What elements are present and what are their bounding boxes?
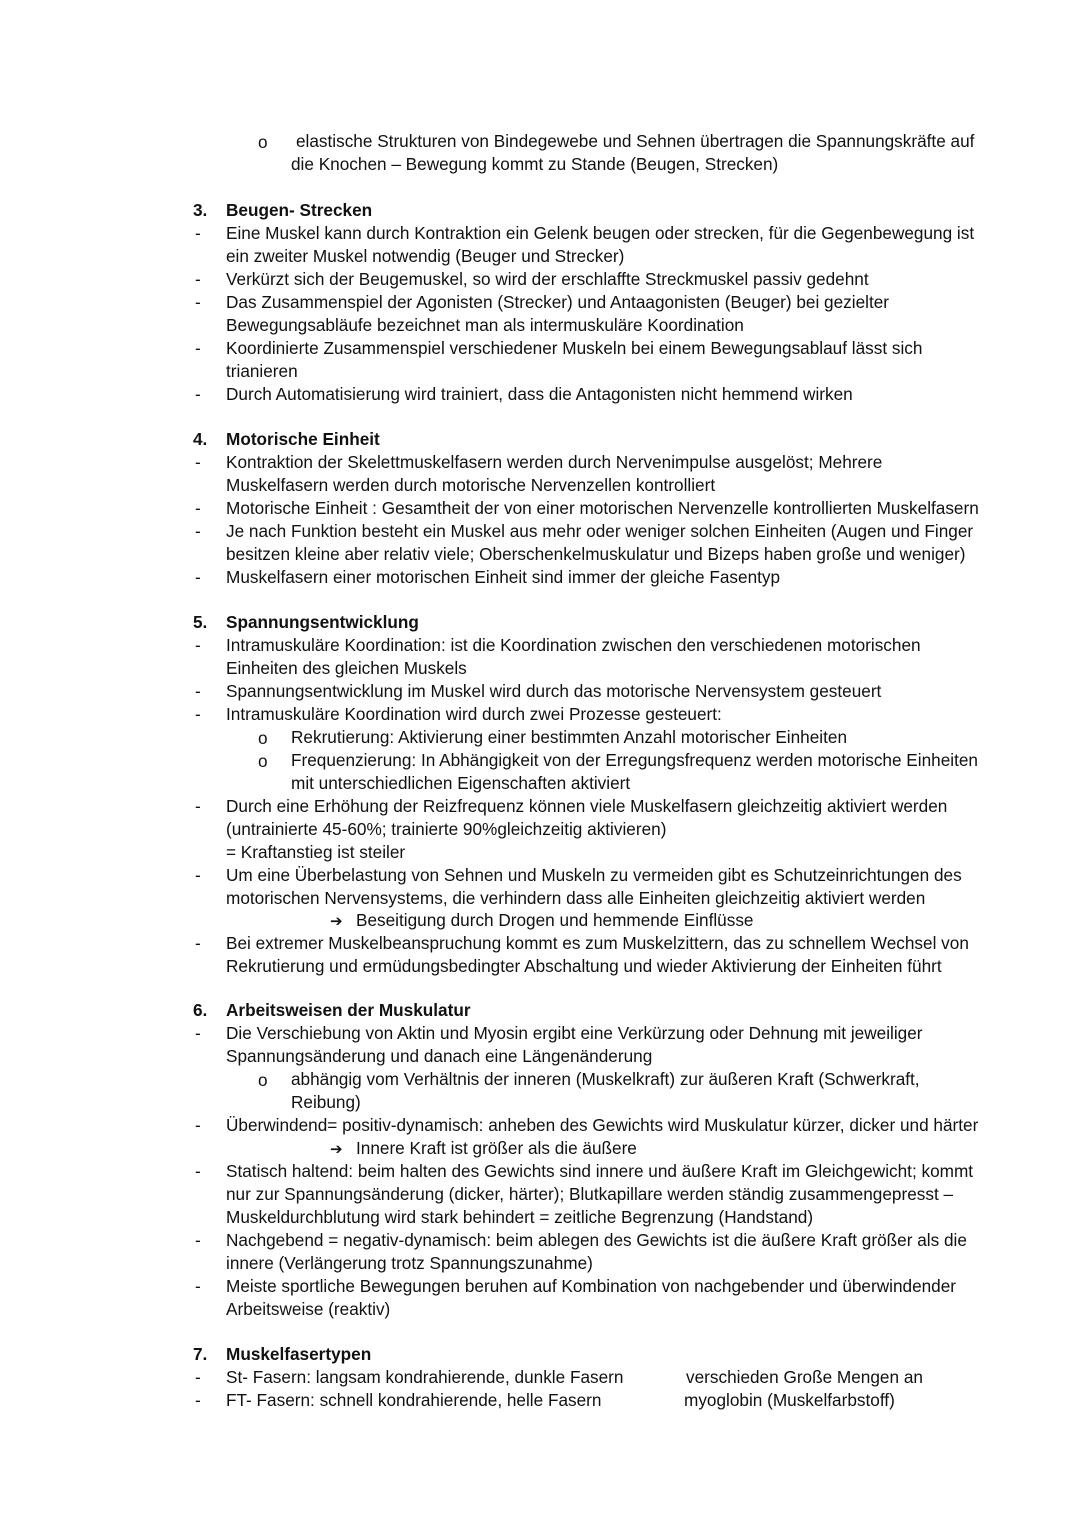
section-number: 6. (193, 1000, 208, 1020)
section-number: 3. (193, 200, 208, 220)
text-line: Je nach Funktion besteht ein Muskel aus mehr oder weniger solchen Einheiten (Augen und Finger (226, 521, 974, 541)
section-number: 7. (193, 1344, 208, 1364)
arrow-icon: ➔ (330, 913, 343, 930)
text-line: Rekrutierung und ermüdungsbedingter Abschaltung und wieder Aktivierung der Einheiten führt (226, 956, 942, 976)
text-line: Intramuskuläre Koordination wird durch zwei Prozesse gesteuert: (226, 704, 722, 724)
dash-bullet: - (195, 796, 201, 816)
text-line: die Knochen – Bewegung kommt zu Stande (Beugen, Strecken) (291, 154, 779, 174)
dash-bullet: - (195, 865, 201, 885)
dash-bullet: - (195, 635, 201, 655)
text-line: Eine Muskel kann durch Kontraktion ein Gelenk beugen oder strecken, für die Gegenbewegung ist (226, 223, 975, 243)
circle-bullet: o (258, 1070, 268, 1090)
text-line: Arbeitsweise (reaktiv) (226, 1299, 391, 1319)
dash-bullet: - (195, 1023, 201, 1043)
text-line: Frequenzierung: In Abhängigkeit von der Erregungsfrequenz werden motorische Einheiten (291, 750, 978, 770)
text-line: (untrainierte 45-60%; trainierte 90%gleichzeitig aktivieren) (226, 819, 667, 839)
section-number: 5. (193, 612, 208, 632)
dash-bullet: - (195, 498, 201, 518)
dash-bullet: - (195, 1390, 201, 1410)
text-line: Intramuskuläre Koordination: ist die Koordination zwischen den verschiedenen motorischen (226, 635, 921, 655)
text-line: Beseitigung durch Drogen und hemmende Einflüsse (356, 910, 754, 930)
dash-bullet: - (195, 292, 201, 312)
text-line: Spannungsänderung und danach eine Längenänderung (226, 1046, 653, 1066)
text-line: Überwindend= positiv-dynamisch: anheben des Gewichts wird Muskulatur kürzer, dicker und härter (226, 1115, 979, 1135)
dash-bullet: - (195, 521, 201, 541)
section-title: Arbeitsweisen der Muskulatur (226, 1000, 471, 1020)
section-title: Spannungsentwicklung (226, 612, 419, 632)
dash-bullet: - (195, 223, 201, 243)
dash-bullet: - (195, 1367, 201, 1387)
text-line: myoglobin (Muskelfarbstoff) (684, 1390, 895, 1410)
text-line: Spannungsentwicklung im Muskel wird durch das motorische Nervensystem gesteuert (226, 681, 882, 701)
text-line: FT- Fasern: schnell kondrahierende, helle Fasern (226, 1390, 602, 1410)
circle-bullet: o (258, 751, 268, 771)
text-line: Statisch haltend: beim halten des Gewichts sind innere und äußere Kraft im Gleichgewicht; kommt (226, 1161, 974, 1181)
text-line: trianieren (226, 361, 298, 381)
text-line: ein zweiter Muskel notwendig (Beuger und Strecker) (226, 246, 625, 266)
text-line: Muskeldurchblutung wird stark behindert = zeitliche Begrenzung (Handstand) (226, 1207, 814, 1227)
text-line: Koordinierte Zusammenspiel verschiedener Muskeln bei einem Bewegungsablauf lässt sich (226, 338, 923, 358)
text-line: = Kraftanstieg ist steiler (226, 842, 406, 862)
section-title: Beugen- Strecken (226, 200, 373, 220)
text-line: St- Fasern: langsam kondrahierende, dunkle Fasern (226, 1367, 624, 1387)
text-line: Rekrutierung: Aktivierung einer bestimmten Anzahl motorischer Einheiten (291, 727, 848, 747)
text-line: abhängig vom Verhältnis der inneren (Muskelkraft) zur äußeren Kraft (Schwerkraft, (291, 1069, 920, 1089)
text-line: Einheiten des gleichen Muskels (226, 658, 467, 678)
section-number: 4. (193, 429, 208, 449)
arrow-icon: ➔ (330, 1141, 343, 1158)
text-line: Motorische Einheit : Gesamtheit der von einer motorischen Nervenzelle kontrollierten Muskelfasern (226, 498, 979, 518)
circle-bullet: o (258, 132, 268, 152)
dash-bullet: - (195, 338, 201, 358)
dash-bullet: - (195, 452, 201, 472)
text-line: verschieden Große Mengen an (686, 1367, 923, 1387)
dash-bullet: - (195, 1161, 201, 1181)
dash-bullet: - (195, 269, 201, 289)
text-line: Kontraktion der Skelettmuskelfasern werden durch Nervenimpulse ausgelöst; Mehrere (226, 452, 883, 472)
text-line: mit unterschiedlichen Eigenschaften aktiviert (291, 773, 631, 793)
dash-bullet: - (195, 1230, 201, 1250)
dash-bullet: - (195, 933, 201, 953)
text-line: Muskelfasern einer motorischen Einheit sind immer der gleiche Fasentyp (226, 567, 781, 587)
text-line: Durch eine Erhöhung der Reizfrequenz können viele Muskelfasern gleichzeitig aktiviert werden (226, 796, 948, 816)
text-line: Muskelfasern werden durch motorische Nervenzellen kontrolliert (226, 475, 716, 495)
text-line: besitzen kleine aber relativ viele; Oberschenkelmuskulatur und Bizeps haben große und weniger) (226, 544, 966, 564)
text-line: nur zur Spannungsänderung (dicker, härter); Blutkapillare werden ständig zusammengepresst – (226, 1184, 954, 1204)
text-line: Meiste sportliche Bewegungen beruhen auf Kombination von nachgebender und überwindender (226, 1276, 957, 1296)
text-line: Bei extremer Muskelbeanspruchung kommt es zum Muskelzittern, das zu schnellem Wechsel von (226, 933, 969, 953)
circle-bullet: o (258, 728, 268, 748)
text-line: Das Zusammenspiel der Agonisten (Strecker) und Antaagonisten (Beuger) bei gezielter (226, 292, 890, 312)
dash-bullet: - (195, 681, 201, 701)
text-line: Reibung) (291, 1092, 361, 1112)
text-line: Bewegungsabläufe bezeichnet man als intermuskuläre Koordination (226, 315, 744, 335)
dash-bullet: - (195, 1276, 201, 1296)
dash-bullet: - (195, 384, 201, 404)
text-line: Die Verschiebung von Aktin und Myosin ergibt eine Verkürzung oder Dehnung mit jeweiliger (226, 1023, 923, 1043)
text-line: Innere Kraft ist größer als die äußere (356, 1138, 637, 1158)
dash-bullet: - (195, 704, 201, 724)
text-line: Um eine Überbelastung von Sehnen und Muskeln zu vermeiden gibt es Schutzeinrichtungen des (226, 865, 962, 885)
text-line: Nachgebend = negativ-dynamisch: beim ablegen des Gewichts ist die äußere Kraft größer als die (226, 1230, 967, 1250)
dash-bullet: - (195, 1115, 201, 1135)
section-title: Muskelfasertypen (226, 1344, 372, 1364)
text-line: elastische Strukturen von Bindegewebe und Sehnen übertragen die Spannungskräfte auf (296, 131, 975, 151)
text-line: Durch Automatisierung wird trainiert, dass die Antagonisten nicht hemmend wirken (226, 384, 853, 404)
text-line: motorischen Nervensystems, die verhindern dass alle Einheiten gleichzeitig aktiviert werden (226, 888, 926, 908)
section-title: Motorische Einheit (226, 429, 380, 449)
dash-bullet: - (195, 567, 201, 587)
text-line: innere (Verlängerung trotz Spannungszunahme) (226, 1253, 593, 1273)
text-line: Verkürzt sich der Beugemuskel, so wird der erschlaffte Streckmuskel passiv gedehnt (226, 269, 869, 289)
